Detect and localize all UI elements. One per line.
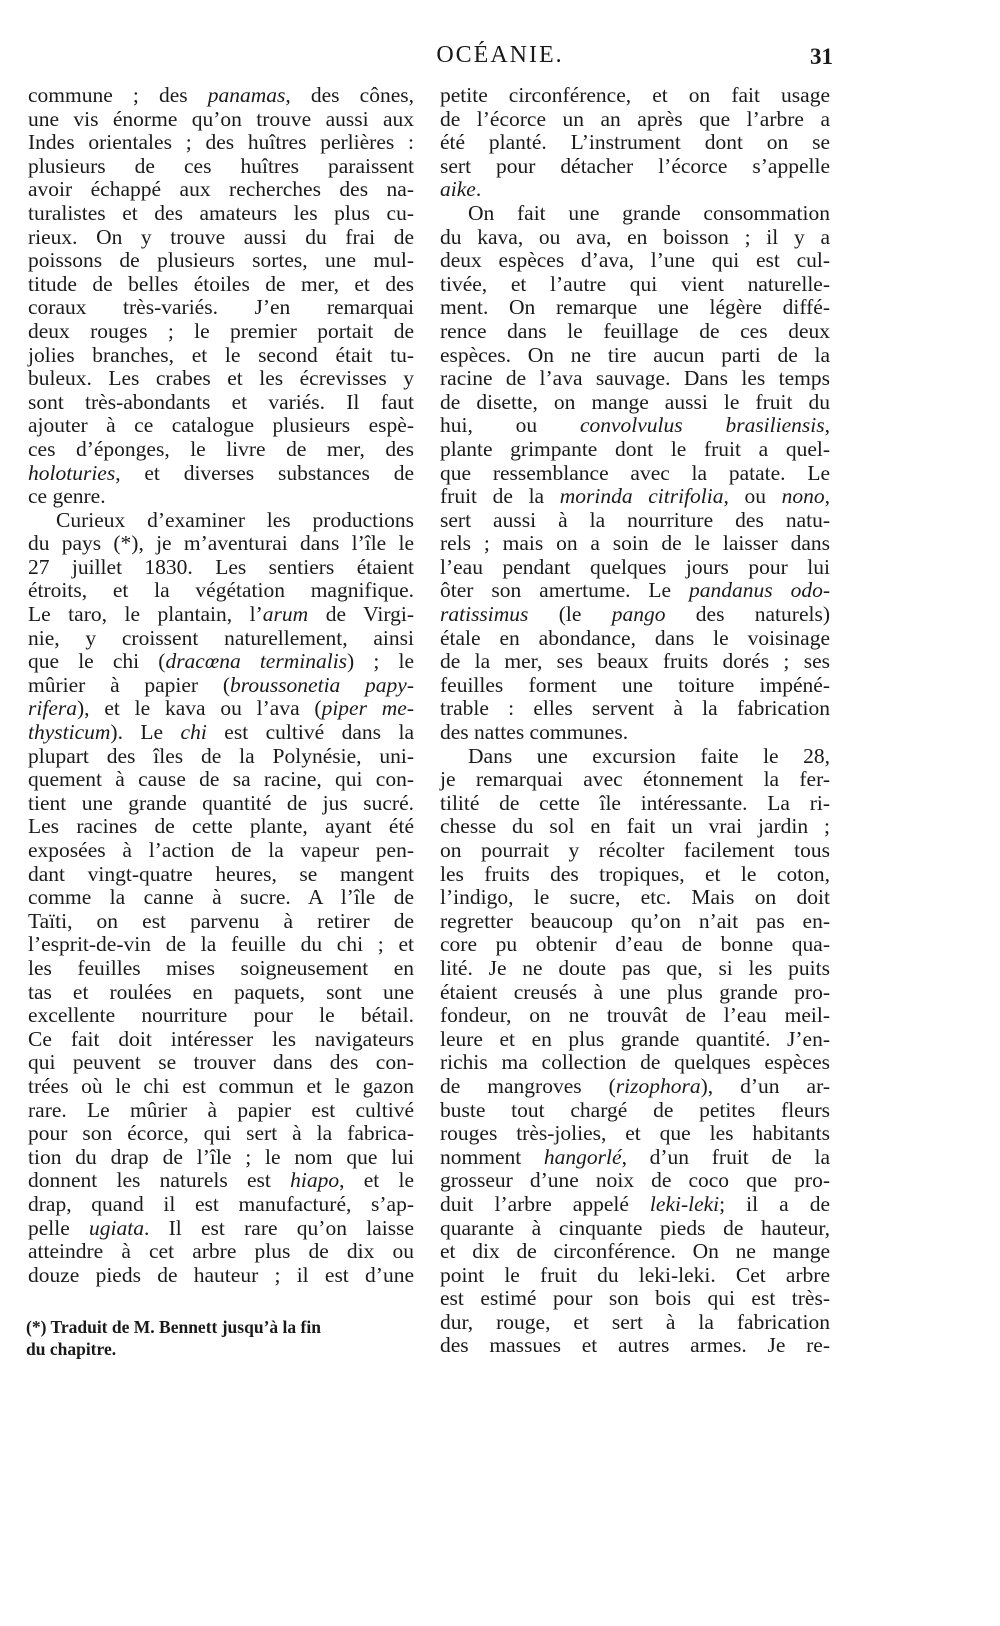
text-run: l’eau pendant quelques jours pour lui (440, 554, 830, 579)
page-number: 31 (810, 44, 833, 69)
text-line (440, 131, 830, 155)
text-line (28, 556, 414, 580)
text-line (440, 438, 830, 462)
text-run: , et le (339, 1168, 414, 1193)
text-run: fruit de la (440, 484, 560, 509)
text-run: Taïti, on est parvenu à retirer de (28, 908, 414, 933)
text-line (28, 84, 414, 108)
text-run: nomment (440, 1144, 544, 1169)
footnote-line (26, 1338, 416, 1360)
italic-text: broussonetia papy- (230, 672, 414, 697)
text-run: Dans une excursion faite le 28, (468, 743, 830, 768)
text-line (28, 863, 414, 887)
text-line (440, 697, 830, 721)
text-run: titude de belles étoiles de mer, et des (28, 271, 414, 296)
text-run: que ressemblance avec la patate. Le (440, 460, 830, 485)
text-line (28, 249, 414, 273)
italic-text: chi (180, 720, 207, 745)
text-run: exposées à l’action de la vapeur pen- (28, 838, 414, 862)
italic-text: rizophora (615, 1073, 701, 1098)
text-line (440, 1146, 830, 1170)
text-line (28, 1004, 414, 1028)
text-line (440, 1051, 830, 1075)
text-line (440, 532, 830, 556)
text-line (28, 839, 414, 863)
text-run: et dix de circonférence. On ne mange (440, 1239, 830, 1264)
text-run: . Il est rare qu’on laisse (144, 1215, 414, 1240)
text-run: , des cônes, (285, 83, 414, 107)
text-line (28, 815, 414, 839)
text-line (440, 1075, 830, 1099)
italic-text: aike (440, 177, 476, 202)
text-run: comme la canne à sucre. A l’île de (28, 885, 414, 910)
text-run: dant vingt-quatre heures, se mangent (28, 861, 414, 886)
text-run: ajouter à ce catalogue plusieurs espè- (28, 413, 414, 438)
text-line (440, 674, 830, 698)
text-run: deux espèces d’ava, l’une qui est cul- (440, 248, 830, 273)
text-run: , (824, 484, 830, 509)
italic-text: ugiata (89, 1215, 144, 1240)
text-run: turalistes et des amateurs les plus cu- (28, 200, 414, 225)
text-line (440, 981, 830, 1005)
text-run: duit l’arbre appelé (440, 1191, 650, 1216)
text-run: ). Le (110, 720, 181, 745)
text-run: Le taro, le plantain, l’ (28, 602, 263, 627)
text-run: avoir échappé aux recherches des na- (28, 177, 414, 202)
text-line (28, 1028, 414, 1052)
running-header: OCÉANIE. (436, 42, 564, 68)
text-run: buste tout chargé de petites fleurs (440, 1097, 830, 1122)
text-run: atteindre à cet arbre plus de dix ou (28, 1239, 414, 1264)
text-line (28, 178, 414, 202)
text-line (440, 273, 830, 297)
text-line (440, 296, 830, 320)
text-line (440, 745, 830, 769)
text-line (28, 1122, 414, 1146)
text-run: de la mer, ses beaux fruits dorés ; ses (440, 649, 830, 674)
text-line (440, 603, 830, 627)
text-run: dur, rouge, et sert à la fabrication (440, 1309, 830, 1334)
italic-text: morinda citrifolia (559, 484, 724, 509)
text-run: rence dans le feuillage de ces deux (440, 318, 830, 343)
text-line (28, 414, 414, 438)
text-run: été planté. L’instrument dont on se (440, 130, 830, 155)
text-run: que le chi ( (28, 649, 166, 674)
text-line (28, 1240, 414, 1264)
text-run: des massues et autres armes. Je re- (440, 1333, 830, 1358)
text-line (440, 202, 830, 226)
text-run: plante grimpante dont le fruit a quel- (440, 436, 830, 461)
text-line (28, 627, 414, 651)
italic-text: piper me- (321, 696, 414, 721)
text-line (28, 485, 414, 509)
text-line (440, 1193, 830, 1217)
text-run: de Virgi- (308, 602, 414, 627)
text-line (440, 579, 830, 603)
text-line (440, 886, 830, 910)
text-run: les fruits des tropiques, et le coton, (440, 861, 830, 886)
text-line (440, 320, 830, 344)
italic-text: holoturies (28, 460, 116, 485)
text-run: racine de l’ava sauvage. Dans les temps (440, 366, 830, 391)
text-run: tas et roulées en paquets, sont une (28, 979, 414, 1004)
text-line (440, 485, 830, 509)
text-line (440, 344, 830, 368)
text-line (440, 1264, 830, 1288)
text-run: est cultivé dans la (206, 720, 414, 745)
text-line (28, 367, 414, 391)
italic-text: leki-leki (649, 1191, 720, 1216)
text-run: chesse du sol en fait un vrai jardin ; (440, 814, 830, 839)
text-run: grosseur d’une noix de coco que pro- (440, 1168, 830, 1193)
text-line (440, 721, 830, 745)
text-line (28, 1264, 414, 1288)
text-run: regretter beaucoup qu’on n’ait pas en- (440, 908, 830, 933)
text-run: rouges très-jolies, et que les habitants (440, 1121, 830, 1146)
text-run: ), et le kava ou l’ava ( (76, 696, 322, 721)
text-run: ; il a de (719, 1191, 830, 1216)
text-run: leure et en plus grande quantité. J’en- (440, 1026, 830, 1051)
text-run: core pu obtenir d’eau de bonne qua- (440, 932, 830, 957)
text-run: des naturels) (665, 602, 830, 627)
italic-text: convolvulus brasiliensis (579, 413, 825, 438)
text-line (440, 414, 830, 438)
footnote-line (26, 1316, 416, 1338)
italic-text: thysticum (28, 720, 111, 745)
text-line (28, 273, 414, 297)
text-run: de disette, on mange aussi le fruit du (440, 389, 830, 414)
text-run: drap, quand il est manufacturé, s’ap- (28, 1191, 414, 1216)
text-line (28, 910, 414, 934)
text-line (440, 391, 830, 415)
text-run: mûrier à papier ( (28, 672, 230, 697)
text-run: , d’un fruit de la (621, 1144, 830, 1169)
text-line (28, 1075, 414, 1099)
text-run: petite circonférence, et on fait usage (440, 83, 830, 107)
text-line (28, 579, 414, 603)
text-line (440, 462, 830, 486)
text-run: trable : elles servent à la fabrication (440, 696, 830, 721)
text-run: ce genre. (28, 484, 106, 509)
text-line (28, 462, 414, 486)
right-column (440, 84, 830, 1358)
text-run: sert pour détacher l’écorce s’appelle (440, 153, 830, 178)
italic-text: dracœna terminalis (165, 649, 348, 674)
text-run: jolies branches, et le second était tu- (28, 342, 414, 367)
text-line (28, 1217, 414, 1241)
text-run: les feuilles mises soigneusement en (28, 955, 414, 980)
text-line (28, 532, 414, 556)
text-run: l’esprit-de-vin de la feuille du chi ; et (28, 932, 414, 957)
text-run: rels ; mais on a soin de le laisser dans (440, 531, 830, 556)
text-line (440, 650, 830, 674)
text-line (28, 296, 414, 320)
text-line (28, 108, 414, 132)
text-run: deux rouges ; le premier portait de (28, 318, 414, 343)
text-run: lité. Je ne doute pas que, si les puits (440, 955, 830, 980)
text-line (440, 556, 830, 580)
text-run: 27 juillet 1830. Les sentiers étaient (28, 554, 414, 579)
text-run: tion du drap de l’île ; le nom que lui (28, 1144, 414, 1169)
text-run: sont très-abondants et variés. Il faut (28, 389, 414, 414)
text-line (28, 768, 414, 792)
italic-text: pango (611, 602, 666, 627)
text-line (440, 957, 830, 981)
text-run: plusieurs de ces huîtres paraissent (28, 153, 414, 178)
text-run: plupart des îles de la Polynésie, uni- (28, 743, 414, 768)
text-run: pour son écorce, qui sert à la fabrica- (28, 1121, 414, 1146)
text-run: étroits, et la végétation magnifique. (28, 578, 414, 603)
text-run: Curieux d’examiner les productions (56, 507, 414, 532)
text-line (28, 344, 414, 368)
text-run: richis ma collection de quelques espèces (440, 1050, 830, 1075)
text-run: espèces. On ne tire aucun parti de la (440, 342, 830, 367)
text-run: . (475, 177, 482, 202)
text-run: hui, ou (440, 413, 580, 438)
italic-text: pandanus odo- (689, 578, 830, 603)
text-run: sert aussi à la nourriture des natu- (440, 507, 830, 532)
text-line (28, 933, 414, 957)
text-run: Ce fait doit intéresser les navigateurs (28, 1026, 414, 1051)
text-line (440, 933, 830, 957)
text-line (440, 627, 830, 651)
text-run: ment. On remarque une légère diffé- (440, 295, 830, 320)
text-line (440, 249, 830, 273)
text-run: donnent les naturels est (28, 1168, 291, 1193)
text-line (440, 910, 830, 934)
text-line (28, 721, 414, 745)
text-line (440, 1099, 830, 1123)
text-line (440, 1311, 830, 1335)
text-run: quement à cause de sa racine, qui con- (28, 767, 414, 792)
text-line (28, 202, 414, 226)
left-column (28, 84, 414, 1287)
text-run: Les racines de cette plante, ayant été (28, 814, 414, 839)
text-line (28, 886, 414, 910)
text-run: poissons de plusieurs sortes, une mul- (28, 248, 414, 273)
footnote (26, 1316, 416, 1360)
text-run: du kava, ou ava, en boisson ; il y a (440, 224, 830, 249)
text-line (28, 650, 414, 674)
text-run: une vis énorme qu’on trouve aussi aux (28, 106, 414, 131)
text-line (28, 1193, 414, 1217)
text-run: rare. Le mûrier à papier est cultivé (28, 1097, 414, 1122)
text-line (28, 981, 414, 1005)
text-run: fondeur, on ne trouvât de l’eau meil- (440, 1003, 830, 1028)
text-run: Indes orientales ; des huîtres perlières : (28, 130, 414, 155)
text-run: du chapitre. (26, 1339, 117, 1359)
text-run: des nattes communes. (440, 720, 629, 745)
italic-text: arum (262, 602, 309, 627)
italic-text: nono (781, 484, 825, 509)
text-line (440, 1287, 830, 1311)
italic-text: hangorlé (543, 1144, 622, 1169)
text-line (28, 697, 414, 721)
italic-text: rifera (28, 696, 77, 721)
text-line (440, 108, 830, 132)
text-line (440, 792, 830, 816)
text-run: feuilles forment une toiture impéné- (440, 672, 830, 697)
text-run: quarante à cinquante pieds de hauteur, (440, 1215, 830, 1240)
text-run: rieux. On y trouve aussi du frai de (28, 224, 414, 249)
italic-text: ratissimus (440, 602, 529, 627)
text-line (28, 957, 414, 981)
text-line (440, 367, 830, 391)
text-run: ôter son amertume. Le (440, 578, 690, 603)
text-run: pelle (28, 1215, 90, 1240)
text-run: tient une grande quantité de jus sucré. (28, 790, 414, 815)
text-line (28, 792, 414, 816)
text-line (28, 1169, 414, 1193)
text-line (28, 320, 414, 344)
text-line (440, 863, 830, 887)
text-line (440, 84, 830, 108)
text-run: , (824, 413, 830, 438)
text-line (440, 839, 830, 863)
text-run: du pays (*), je m’aventurai dans l’île le (28, 531, 414, 556)
text-line (440, 1240, 830, 1264)
text-line (28, 131, 414, 155)
text-line (440, 815, 830, 839)
text-run: , ou (723, 484, 782, 509)
text-run: est estimé pour son bois qui est très- (440, 1286, 830, 1311)
text-run: je remarquai avec étonnement la fer- (440, 767, 830, 792)
text-run: tilité de cette île intéressante. La ri- (440, 790, 830, 815)
text-run: ), d’un ar- (700, 1073, 830, 1098)
text-run: (*) Traduit de M. Bennett jusqu’à la fin (26, 1317, 321, 1337)
text-run: On fait une grande consommation (468, 200, 830, 225)
text-line (28, 509, 414, 533)
text-run: buleux. Les crabes et les écrevisses y (28, 366, 414, 391)
text-line (28, 1099, 414, 1123)
text-run: étale en abondance, dans le voisinage (440, 625, 830, 650)
text-run: , et diverses substances de (115, 460, 414, 485)
italic-text: hiapo (290, 1168, 340, 1193)
text-line (28, 745, 414, 769)
text-run: point le fruit du leki-leki. Cet arbre (440, 1262, 830, 1287)
text-run: tivée, et l’autre qui vient naturelle- (440, 271, 830, 296)
text-line (28, 1051, 414, 1075)
text-line (440, 178, 830, 202)
text-run: de mangroves ( (440, 1073, 616, 1098)
text-line (440, 1169, 830, 1193)
text-line (28, 438, 414, 462)
text-run: commune ; des (28, 83, 208, 107)
text-run: ) ; le (347, 649, 414, 674)
text-run: l’indigo, le sucre, etc. Mais on doit (440, 885, 830, 910)
text-line (28, 1146, 414, 1170)
text-line (440, 1122, 830, 1146)
text-run: étaient creusés à une plus grande pro- (440, 979, 830, 1004)
text-line (440, 509, 830, 533)
text-line (28, 155, 414, 179)
text-line (440, 226, 830, 250)
text-line (440, 1004, 830, 1028)
italic-text: panamas (207, 83, 286, 107)
text-line (440, 1028, 830, 1052)
text-run: qui peuvent se trouver dans des con- (28, 1050, 414, 1075)
text-line (28, 226, 414, 250)
text-line (28, 391, 414, 415)
text-line (440, 768, 830, 792)
text-run: excellente nourriture pour le bétail. (28, 1003, 414, 1028)
text-line (28, 603, 414, 627)
text-line (440, 1334, 830, 1358)
text-run: ces d’éponges, le livre de mer, des (28, 436, 414, 461)
text-run: coraux très-variés. J’en remarquai (28, 295, 414, 320)
text-run: douze pieds de hauteur ; il est d’une (28, 1262, 414, 1287)
text-run: nie, y croissent naturellement, ainsi (28, 625, 414, 650)
text-run: de l’écorce un an après que l’arbre a (440, 106, 830, 131)
text-line (440, 1217, 830, 1241)
text-run: trées où le chi est commun et le gazon (28, 1073, 414, 1098)
text-line (28, 674, 414, 698)
text-run: on pourrait y récolter facilement tous (440, 838, 830, 862)
text-run: (le (528, 602, 612, 627)
text-line (440, 155, 830, 179)
